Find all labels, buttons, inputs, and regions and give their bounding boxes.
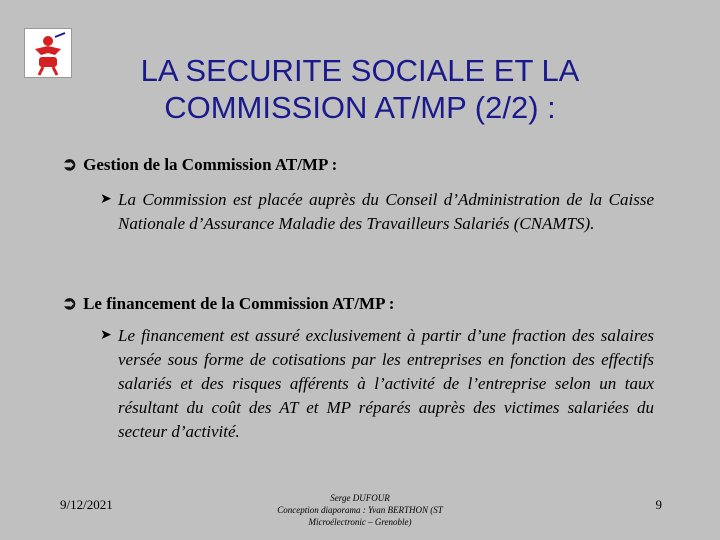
footer-credit-line-3: Microélectronic – Grenoble) (308, 517, 412, 527)
footer-credit (262, 492, 458, 528)
section-item-gestion (100, 188, 654, 236)
title-line-2: COMMISSION AT/MP (2/2) : (164, 90, 556, 125)
footer-date: 9/12/2021 (60, 497, 113, 512)
section-heading-financement (62, 293, 394, 314)
arrow-bullet-icon: ➲ (62, 154, 78, 174)
page-number: 9 (655, 497, 662, 512)
title-line-1: LA SECURITE SOCIALE ET LA (140, 53, 580, 88)
footer-credit-line-2: Conception diaporama : Yvan BERTHON (ST (277, 505, 443, 515)
section-heading-text: Le financement de la Commission AT/MP : (83, 293, 395, 313)
section-heading-text: Gestion de la Commission AT/MP : (83, 154, 338, 174)
footer-credit-line-1: Serge DUFOUR (330, 493, 390, 503)
triangle-bullet-icon: ➤ (100, 192, 112, 207)
arrow-bullet-icon: ➲ (62, 293, 78, 313)
section-item-text: Le financement est assuré exclusivement à partir d’une fraction des salaires versée sous forme de cotisations par les entreprises en fonction des effectifs salariés et des risques afférents à l’activité de l’entreprise selon un taux résultant du coût des AT et MP réparés auprès des victimes salariées du secteur d’activité. (118, 326, 654, 441)
section-item-financement (100, 324, 654, 444)
section-heading-gestion (62, 154, 337, 175)
slide-title (60, 52, 660, 126)
section-item-text: La Commission est placée auprès du Conseil d’Administration de la Caisse Nationale d’Assurance Maladie des Travailleurs Salariés (CNAMTS). (118, 190, 654, 233)
triangle-bullet-icon: ➤ (100, 328, 112, 343)
